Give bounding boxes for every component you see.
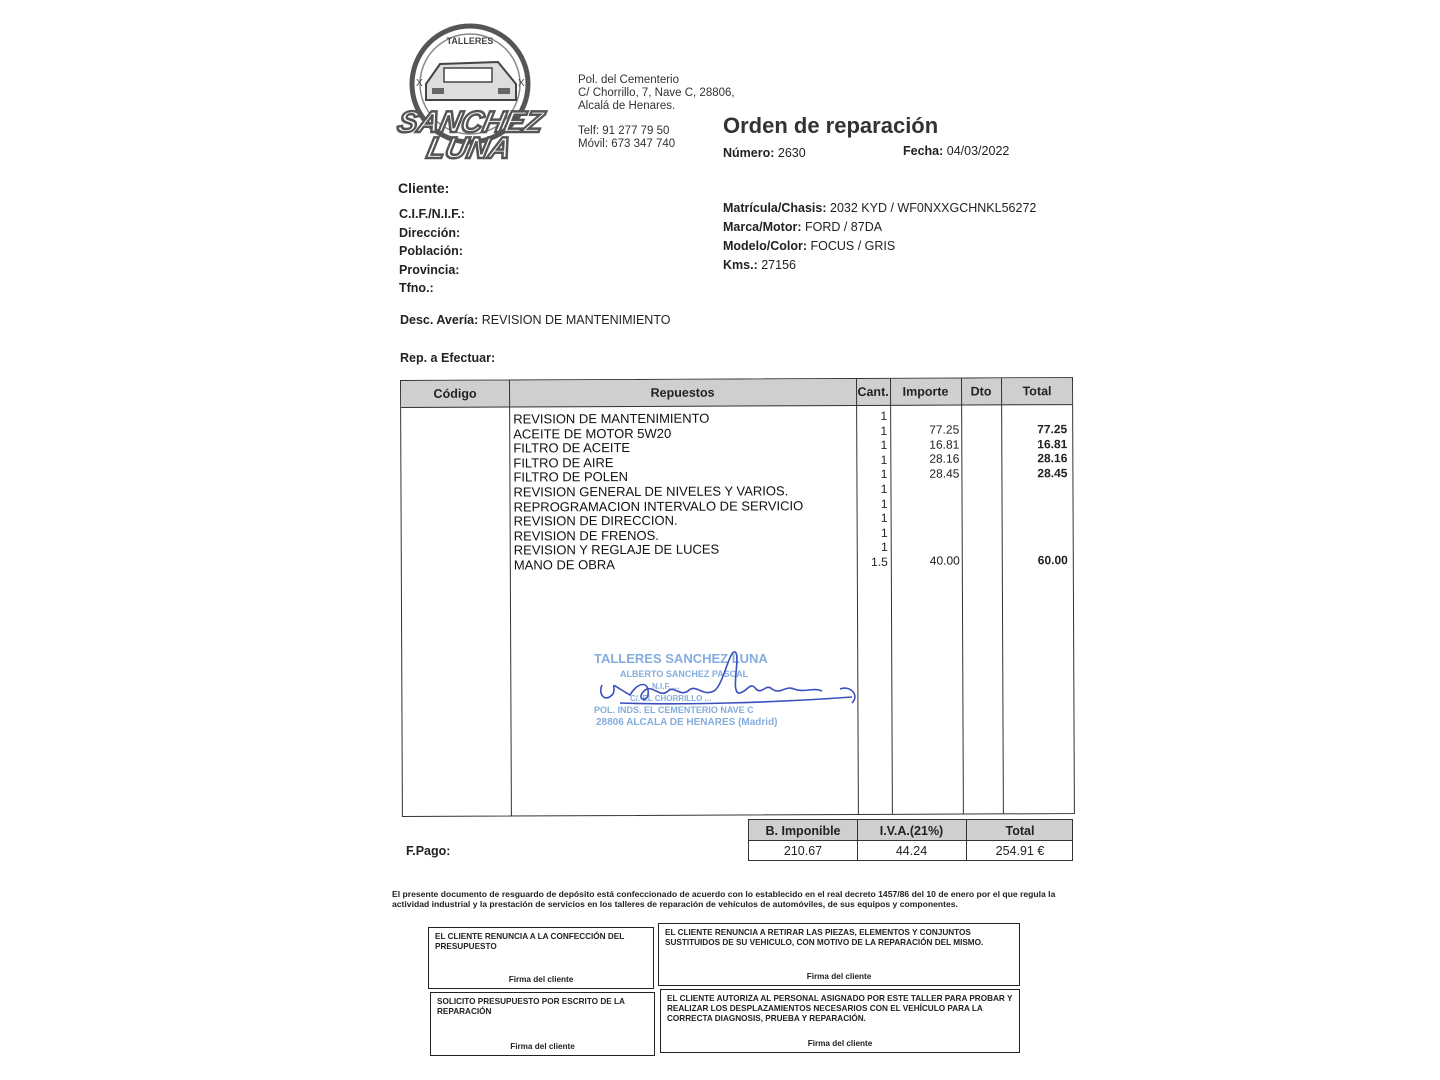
base-label: B. Imponible bbox=[765, 824, 841, 838]
stamp-line5: POL. INDS. EL CEMENTERIO NAVE C bbox=[594, 705, 754, 715]
svg-text:X: X bbox=[416, 78, 423, 89]
consent-box-written-estimate: SOLICITO PRESUPUESTO POR ESCRITO DE LA REPARACIÓN Firma del cliente bbox=[430, 992, 655, 1056]
header-total: Total bbox=[1022, 384, 1052, 399]
amount-cell bbox=[890, 510, 960, 525]
document-number bbox=[723, 146, 806, 160]
grand-total-label: Total bbox=[1005, 824, 1035, 838]
number-value: 2630 bbox=[777, 146, 806, 160]
list-item: REVISION DE DIRECCION. bbox=[513, 512, 678, 529]
client-phone-label: Tfno.: bbox=[399, 281, 434, 295]
signature-label: Firma del cliente bbox=[508, 975, 574, 984]
client-city-label: Población: bbox=[399, 244, 463, 258]
company-info bbox=[578, 74, 735, 151]
items-list bbox=[513, 411, 803, 573]
total-cell bbox=[1002, 539, 1068, 554]
company-phone: Telf: 91 277 79 50 bbox=[578, 125, 670, 137]
consent-box-authorization: EL CLIENTE AUTORIZA AL PERSONAL ASIGNADO POR ESTE TALLER PARA PROBAR Y REALIZAR LOS DESPLAZAMIENTOS NECESARIOS CON EL VEHÍCULO PARA LA CORRECTA DIAGNOSIS, PRUEBA Y REPARACIÓN. Firma del cliente bbox=[660, 989, 1020, 1053]
amount-cell bbox=[889, 481, 959, 496]
qty-cell: 1 bbox=[880, 525, 888, 540]
total-cell bbox=[1002, 510, 1068, 525]
vehicle-make: Marca/Motor: FORD / 87DA bbox=[723, 220, 883, 234]
quantities-column bbox=[853, 409, 888, 570]
total-cell: 77.25 bbox=[1037, 422, 1068, 437]
fault-value: REVISION DE MANTENIMIENTO bbox=[481, 313, 671, 327]
consent-box-no-estimate: EL CLIENTE RENUNCIA A LA CONFECCIÓN DEL PRESUPUESTO Firma del cliente bbox=[428, 927, 654, 989]
document-date bbox=[903, 144, 1009, 158]
list-item: FILTRO DE AIRE bbox=[513, 454, 614, 471]
amount-cell: 77.25 bbox=[929, 422, 960, 437]
qty-cell: 1 bbox=[880, 423, 888, 438]
list-item: FILTRO DE ACEITE bbox=[513, 440, 631, 456]
amount-cell bbox=[890, 496, 960, 511]
total-cell: 60.00 bbox=[1037, 553, 1068, 568]
amount-cell bbox=[890, 525, 960, 540]
stamp-line3: N.I.F. ... bbox=[652, 682, 680, 691]
logo-name-line2: LUNA bbox=[423, 132, 515, 165]
date-value: 04/03/2022 bbox=[946, 144, 1010, 158]
qty-cell: 1.5 bbox=[871, 554, 888, 569]
company-logo bbox=[378, 22, 568, 167]
total-cell bbox=[1001, 480, 1067, 495]
total-cell bbox=[1002, 524, 1068, 539]
qty-cell: 1 bbox=[880, 452, 888, 467]
header-amount: Importe bbox=[902, 384, 949, 399]
fault-label: Desc. Avería: bbox=[400, 313, 479, 327]
list-item: REVISION DE FRENOS. bbox=[513, 527, 659, 544]
repair-label: Rep. a Efectuar: bbox=[400, 351, 496, 365]
qty-cell: 1 bbox=[880, 481, 888, 496]
totals-column bbox=[1001, 422, 1068, 568]
header-parts: Repuestos bbox=[650, 385, 715, 400]
header-discount: Dto bbox=[970, 384, 992, 399]
grand-total-value: 254.91 € bbox=[995, 844, 1045, 858]
vat-label: I.V.A.(21%) bbox=[879, 824, 944, 838]
client-address-label: Dirección: bbox=[399, 225, 461, 240]
qty-cell: 1 bbox=[880, 408, 888, 423]
items-table bbox=[400, 377, 1075, 817]
signature-label: Firma del cliente bbox=[510, 1042, 575, 1051]
list-item: REVISION Y REGLAJE DE LUCES bbox=[513, 541, 720, 558]
company-address-line3: Alcalá de Henares. bbox=[578, 100, 676, 112]
qty-cell: 1 bbox=[880, 496, 888, 511]
total-cell: 28.45 bbox=[1037, 465, 1068, 481]
logo-top-text: TALLERES bbox=[446, 36, 494, 46]
stamp-line6: 28806 ALCALA DE HENARES (Madrid) bbox=[596, 717, 778, 728]
client-title: Cliente: bbox=[398, 180, 450, 196]
svg-text:X: X bbox=[518, 78, 525, 89]
vehicle-info bbox=[723, 199, 1036, 275]
amount-cell: 16.81 bbox=[929, 437, 960, 452]
client-province-label: Provincia: bbox=[399, 262, 460, 277]
vehicle-plate: Matrícula/Chasis: 2032 KYD / WF0NXXGCHNKL56272 bbox=[723, 201, 1037, 215]
company-address-line2: C/ Chorrillo, 7, Nave C, 28806, bbox=[578, 87, 735, 99]
base-value: 210.67 bbox=[783, 844, 823, 858]
amount-cell bbox=[890, 539, 960, 554]
total-cell: 28.16 bbox=[1037, 451, 1068, 466]
signature-label: Firma del cliente bbox=[806, 972, 872, 981]
total-cell bbox=[1002, 495, 1068, 510]
company-stamp bbox=[590, 645, 870, 740]
amount-cell: 28.45 bbox=[929, 466, 960, 481]
client-fields bbox=[399, 205, 465, 298]
qty-cell: 1 bbox=[880, 438, 888, 453]
vehicle-model: Modelo/Color: FOCUS / GRIS bbox=[723, 239, 896, 253]
amount-cell: 40.00 bbox=[929, 553, 960, 569]
document-title: Orden de reparación bbox=[723, 113, 939, 138]
signature-label: Firma del cliente bbox=[807, 1039, 873, 1048]
qty-cell: 1 bbox=[881, 540, 888, 555]
fault-description bbox=[400, 313, 670, 327]
list-item: ACEITE DE MOTOR 5W20 bbox=[513, 425, 672, 442]
qty-cell: 1 bbox=[880, 467, 888, 482]
list-item: MANO DE OBRA bbox=[513, 557, 615, 573]
vehicle-kms: Kms.: 27156 bbox=[723, 258, 796, 272]
company-mobile: Móvil: 673 347 740 bbox=[578, 138, 676, 150]
stamp-line4: C/. EL CHORRILLO ... bbox=[630, 694, 712, 703]
list-item: REPROGRAMACION INTERVALO DE SERVICIO bbox=[513, 497, 804, 515]
number-label: Número: bbox=[723, 146, 775, 160]
amounts-column bbox=[889, 423, 960, 569]
stamp-line1: TALLERES SANCHEZ LUNA bbox=[594, 651, 768, 666]
header-qty: Cant. bbox=[857, 384, 889, 400]
vat-value: 44.24 bbox=[895, 844, 928, 858]
stamp-line2: ALBERTO SANCHEZ PASCAL bbox=[620, 669, 749, 679]
list-item: REVISION DE MANTENIMIENTO bbox=[513, 410, 710, 427]
list-item: FILTRO DE POLEN bbox=[513, 469, 629, 485]
totals-summary bbox=[748, 819, 1073, 861]
qty-cell: 1 bbox=[880, 511, 888, 526]
client-cif-label: C.I.F./N.I.F.: bbox=[399, 207, 465, 221]
logo-name-line1: SANCHEZ bbox=[394, 106, 547, 139]
date-label: Fecha: bbox=[903, 144, 944, 158]
consent-box-parts: EL CLIENTE RENUNCIA A RETIRAR LAS PIEZAS, ELEMENTOS Y CONJUNTOS SUSTITUIDOS DE SU VEHICULO, CON MOTIVO DE LA REPARACIÓN DEL MISMO. Firma del cliente bbox=[658, 923, 1020, 986]
header-code: Código bbox=[433, 386, 477, 401]
list-item: REVISION GENERAL DE NIVELES Y VARIOS. bbox=[513, 483, 789, 500]
company-address-line1: Pol. del Cementerio bbox=[578, 74, 679, 86]
legal-notice: El presente documento de resguardo de depósito está confeccionado de acuerdo con lo establecido en el real decreto 1457/86 del 10 de enero por el que regula la actividad industrial y la prestación de servicios en los talleres de reparación de vehículos de automóviles, de sus equipos y componentes. bbox=[392, 889, 1056, 909]
amount-cell: 28.16 bbox=[929, 451, 960, 466]
payment-label: F.Pago: bbox=[406, 844, 451, 858]
total-cell: 16.81 bbox=[1037, 436, 1068, 451]
